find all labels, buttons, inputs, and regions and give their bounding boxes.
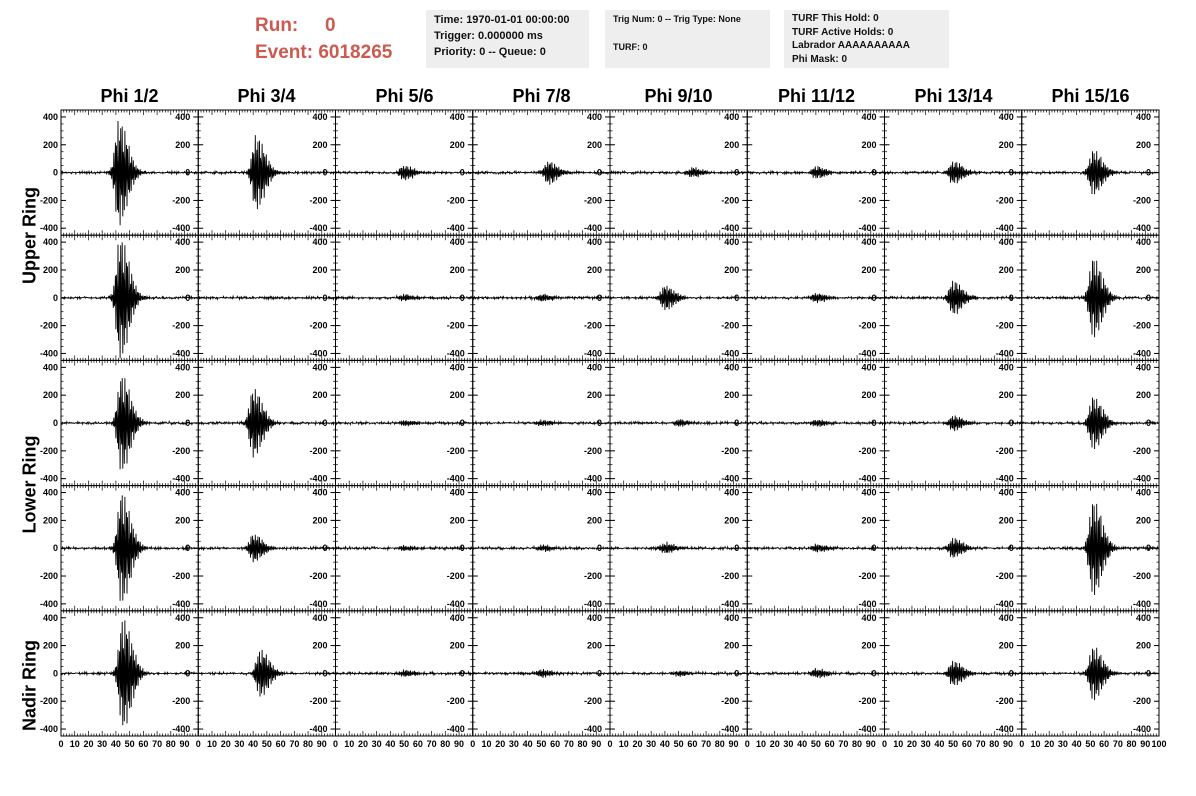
y-tick-label: 0 (185, 543, 190, 553)
y-tick-label: -200 (584, 321, 602, 331)
y-tick-label: -200 (172, 446, 190, 456)
y-tick-label: 200 (175, 140, 190, 150)
y-tick-label: -400 (858, 348, 876, 358)
y-tick-label: 400 (175, 112, 190, 122)
y-tick-label: -400 (447, 474, 465, 484)
y-tick-label: 200 (312, 390, 327, 400)
y-tick-label: 0 (322, 418, 327, 428)
waveform-trace (61, 495, 198, 601)
y-tick-label: -400 (584, 599, 602, 609)
y-tick-label: -200 (996, 195, 1014, 205)
y-tick-label-left: -200 (40, 195, 58, 205)
y-tick-label: 0 (1146, 168, 1151, 178)
y-tick-label: -400 (309, 599, 327, 609)
event-label: Event: (255, 42, 313, 63)
y-tick-label-left: -200 (40, 321, 58, 331)
y-tick-label: -400 (996, 223, 1014, 233)
y-tick-label: -200 (447, 195, 465, 205)
y-tick-label: -400 (172, 223, 190, 233)
ring-label-upper: Upper Ring (20, 126, 41, 346)
y-tick-label-left: -400 (40, 599, 58, 609)
y-tick-label: -200 (447, 321, 465, 331)
waveform-trace (610, 167, 747, 177)
time-line: Time: 1970-01-01 00:00:00 (434, 12, 581, 28)
y-tick-label: 0 (460, 418, 465, 428)
y-tick-label: -400 (721, 348, 739, 358)
y-tick-label: 400 (450, 362, 465, 372)
y-tick-label-left: 200 (43, 265, 58, 275)
y-tick-label: 400 (312, 362, 327, 372)
y-tick-label: 400 (312, 488, 327, 498)
y-tick-label: 200 (1136, 265, 1151, 275)
y-tick-label: -200 (309, 195, 327, 205)
y-tick-label: -400 (309, 474, 327, 484)
ring-label-lower: Lower Ring (20, 375, 41, 595)
col-header-8: Phi 15/16 (1022, 86, 1159, 107)
y-tick-label: 200 (312, 140, 327, 150)
y-tick-label: 200 (1136, 515, 1151, 525)
y-tick-label: 200 (312, 515, 327, 525)
y-tick-label: 0 (1009, 418, 1014, 428)
y-tick-label: 400 (1136, 488, 1151, 498)
col-header-6: Phi 11/12 (748, 86, 885, 107)
waveform-trace (473, 294, 610, 301)
y-tick-label: 0 (1146, 543, 1151, 553)
y-tick-label: 200 (587, 390, 602, 400)
y-tick-label-left: 0 (53, 668, 58, 678)
y-tick-label: -200 (1133, 195, 1151, 205)
y-tick-label: 400 (1136, 362, 1151, 372)
y-tick-label-left: -400 (40, 348, 58, 358)
y-tick-label: -200 (858, 195, 876, 205)
y-tick-label: -400 (447, 599, 465, 609)
y-tick-label: 400 (587, 488, 602, 498)
y-tick-label-left: 400 (43, 613, 58, 623)
y-tick-label: 200 (861, 390, 876, 400)
y-tick-label: 400 (999, 488, 1014, 498)
y-tick-label: 400 (175, 613, 190, 623)
y-tick-label: 400 (175, 237, 190, 247)
y-tick-label: -200 (172, 696, 190, 706)
y-tick-label: -200 (858, 446, 876, 456)
y-tick-label: -200 (172, 571, 190, 581)
y-tick-label-left: -400 (40, 724, 58, 734)
y-tick-label-left: 0 (53, 543, 58, 553)
y-tick-label-left: 400 (43, 112, 58, 122)
y-tick-label: 0 (460, 168, 465, 178)
waveform-trace (1022, 398, 1159, 449)
y-tick-label: -400 (447, 348, 465, 358)
y-tick-label-left: -200 (40, 696, 58, 706)
waveform-trace (610, 419, 747, 426)
turf-active-line: TURF Active Holds: 0 (792, 26, 941, 40)
y-tick-label: 200 (450, 265, 465, 275)
y-tick-label: 0 (185, 168, 190, 178)
y-tick-label: 200 (175, 641, 190, 651)
y-tick-label: 200 (587, 515, 602, 525)
y-tick-label: 200 (861, 265, 876, 275)
y-tick-label: 400 (724, 488, 739, 498)
y-tick-label: 0 (1146, 293, 1151, 303)
y-tick-label: -200 (447, 571, 465, 581)
y-tick-label-left: 200 (43, 390, 58, 400)
waveform-trace (747, 544, 884, 553)
col-header-2: Phi 3/4 (198, 86, 335, 107)
y-tick-label: 0 (322, 168, 327, 178)
waveform-trace (473, 545, 610, 553)
y-tick-label: 0 (597, 543, 602, 553)
y-tick-label: 0 (871, 293, 876, 303)
y-tick-label: -200 (996, 571, 1014, 581)
trig-num-line: Trig Num: 0 -- Trig Type: None (613, 12, 762, 26)
y-tick-label: 400 (450, 488, 465, 498)
y-tick-label: -400 (584, 348, 602, 358)
y-tick-label: 0 (734, 543, 739, 553)
y-tick-label: 200 (999, 140, 1014, 150)
y-tick-label: -200 (996, 446, 1014, 456)
y-tick-label: 400 (861, 112, 876, 122)
y-tick-label: 400 (587, 237, 602, 247)
waveform-trace (747, 293, 884, 303)
y-tick-label: 400 (724, 362, 739, 372)
y-tick-label: 400 (724, 112, 739, 122)
col-header-7: Phi 13/14 (885, 86, 1022, 107)
y-tick-label-left: 400 (43, 488, 58, 498)
y-tick-label: 400 (724, 237, 739, 247)
y-tick-label: 200 (724, 140, 739, 150)
y-tick-label: 0 (871, 418, 876, 428)
run-label: Run: (255, 12, 325, 39)
y-tick-label-left: 0 (53, 418, 58, 428)
y-tick-label: 200 (450, 515, 465, 525)
y-tick-label: -400 (309, 348, 327, 358)
y-tick-label: -200 (584, 446, 602, 456)
y-tick-label: 200 (587, 265, 602, 275)
y-tick-label: 0 (185, 668, 190, 678)
y-tick-label: -200 (721, 446, 739, 456)
y-tick-label-left: 0 (53, 168, 58, 178)
y-tick-label: 200 (175, 265, 190, 275)
y-tick-label: -200 (309, 321, 327, 331)
waveform-trace (610, 542, 747, 553)
waveform-trace (336, 420, 473, 426)
y-tick-label: -200 (172, 321, 190, 331)
trigger-line: Trigger: 0.000000 ms (434, 28, 581, 44)
y-tick-label: 400 (999, 362, 1014, 372)
y-tick-label: 400 (999, 112, 1014, 122)
y-tick-label: -400 (858, 474, 876, 484)
y-tick-label-left: 200 (43, 641, 58, 651)
y-tick-label: 200 (999, 265, 1014, 275)
y-tick-label: -200 (172, 195, 190, 205)
y-tick-label: 0 (734, 418, 739, 428)
waveform-trace (885, 162, 1022, 184)
y-tick-label: 200 (175, 390, 190, 400)
y-tick-label: -400 (172, 724, 190, 734)
waveform-trace (610, 286, 747, 310)
y-tick-label: -200 (1133, 571, 1151, 581)
y-tick-label: 0 (322, 293, 327, 303)
y-tick-label: -400 (447, 223, 465, 233)
y-tick-label: 400 (175, 362, 190, 372)
y-tick-label: -400 (858, 223, 876, 233)
phi-mask-line: Phi Mask: 0 (792, 53, 941, 67)
waveform-trace (473, 162, 610, 185)
y-tick-label: 200 (450, 140, 465, 150)
y-tick-label: 400 (999, 237, 1014, 247)
y-tick-label: 200 (999, 515, 1014, 525)
y-tick-label-left: 200 (43, 515, 58, 525)
y-tick-label: 0 (185, 418, 190, 428)
y-tick-label-left: -200 (40, 446, 58, 456)
y-tick-label: 200 (1136, 390, 1151, 400)
y-tick-label: 200 (724, 390, 739, 400)
y-tick-label: 200 (861, 140, 876, 150)
turf-line: TURF: 0 (613, 40, 762, 54)
y-tick-label: 200 (724, 265, 739, 275)
y-tick-label: -400 (996, 474, 1014, 484)
turf-hold-line: TURF This Hold: 0 (792, 12, 941, 26)
col-header-5: Phi 9/10 (610, 86, 747, 107)
y-tick-label-left: -400 (40, 474, 58, 484)
waveform-trace (336, 294, 473, 301)
y-tick-label: -400 (584, 474, 602, 484)
y-tick-label: -400 (172, 348, 190, 358)
y-tick-label: 200 (724, 515, 739, 525)
y-tick-label: 400 (175, 488, 190, 498)
col-header-4: Phi 7/8 (473, 86, 610, 107)
priority-line: Priority: 0 -- Queue: 0 (434, 44, 581, 60)
y-tick-label: 0 (322, 543, 327, 553)
y-tick-label: -400 (996, 599, 1014, 609)
y-tick-label: -200 (584, 195, 602, 205)
y-tick-label: -200 (1133, 321, 1151, 331)
y-tick-label: 0 (871, 168, 876, 178)
y-tick-label: -400 (721, 223, 739, 233)
y-tick-label: 200 (587, 140, 602, 150)
y-tick-label: 400 (450, 237, 465, 247)
y-tick-label: 0 (460, 293, 465, 303)
y-tick-label: 400 (861, 237, 876, 247)
y-tick-label: 0 (597, 418, 602, 428)
y-tick-label: -400 (172, 474, 190, 484)
y-tick-label: 400 (861, 488, 876, 498)
run-value: 0 (325, 15, 336, 36)
y-tick-label: 0 (1146, 418, 1151, 428)
y-tick-label: -400 (309, 223, 327, 233)
y-tick-label-left: 0 (53, 293, 58, 303)
y-tick-label: 0 (597, 168, 602, 178)
y-tick-label: -400 (721, 474, 739, 484)
waveform-trace (885, 416, 1022, 432)
y-tick-label: -400 (1133, 223, 1151, 233)
y-tick-label: 400 (450, 112, 465, 122)
y-tick-label: 0 (460, 543, 465, 553)
y-tick-label-left: -200 (40, 571, 58, 581)
waveform-trace (473, 420, 610, 426)
y-tick-label: 400 (587, 362, 602, 372)
waveform-trace (885, 281, 1022, 314)
waveform-trace (336, 166, 473, 180)
y-tick-label: 400 (861, 362, 876, 372)
waveform-trace (1022, 151, 1159, 194)
y-tick-label: 400 (312, 237, 327, 247)
y-tick-label: -400 (858, 599, 876, 609)
y-tick-label: -200 (858, 571, 876, 581)
y-tick-label: 0 (1009, 543, 1014, 553)
y-tick-label: 200 (175, 515, 190, 525)
y-tick-label: -400 (1133, 348, 1151, 358)
y-tick-label-left: 400 (43, 362, 58, 372)
event-value: 6018265 (318, 42, 392, 63)
y-tick-label: 200 (999, 390, 1014, 400)
waveform-trace (747, 166, 884, 178)
ring-label-nadir: Nadir Ring (20, 576, 41, 796)
waveform-trace (747, 420, 884, 427)
col-header-1: Phi 1/2 (61, 86, 198, 107)
y-tick-label: 0 (597, 293, 602, 303)
waveform-trace (198, 535, 335, 563)
y-tick-label: -400 (1133, 599, 1151, 609)
y-tick-label: 0 (734, 293, 739, 303)
y-tick-label: -200 (447, 446, 465, 456)
waveform-trace (198, 296, 335, 299)
waveform-trace (885, 538, 1022, 558)
y-tick-label: -400 (721, 599, 739, 609)
y-tick-label: 0 (185, 293, 190, 303)
waveform-trace (336, 545, 473, 551)
y-tick-label: 0 (1009, 293, 1014, 303)
y-tick-label: -200 (1133, 446, 1151, 456)
y-tick-label: -200 (721, 321, 739, 331)
y-tick-label: 0 (1009, 168, 1014, 178)
y-tick-label: -200 (721, 195, 739, 205)
y-tick-label: 200 (1136, 140, 1151, 150)
y-tick-label: -400 (172, 599, 190, 609)
y-tick-label: 400 (587, 112, 602, 122)
waveform-trace (61, 121, 198, 225)
y-tick-label: -400 (584, 223, 602, 233)
y-tick-label: -200 (858, 321, 876, 331)
y-tick-label: 400 (312, 112, 327, 122)
y-tick-label-left: -400 (40, 223, 58, 233)
y-tick-label: -400 (996, 348, 1014, 358)
y-tick-label: -200 (309, 571, 327, 581)
labrador-line: Labrador AAAAAAAAAA (792, 39, 941, 53)
y-tick-label: 200 (450, 390, 465, 400)
y-tick-label: 200 (312, 265, 327, 275)
y-tick-label: -200 (584, 571, 602, 581)
y-tick-label: -200 (721, 571, 739, 581)
waveform-trace (61, 242, 198, 358)
y-tick-label: 0 (734, 168, 739, 178)
y-tick-label-left: 400 (43, 237, 58, 247)
y-tick-label: 0 (871, 543, 876, 553)
y-tick-label: 400 (1136, 237, 1151, 247)
y-tick-label: 200 (861, 515, 876, 525)
y-tick-label: 400 (1136, 112, 1151, 122)
col-header-3: Phi 5/6 (336, 86, 473, 107)
y-tick-label: -200 (996, 321, 1014, 331)
y-tick-label: -400 (1133, 474, 1151, 484)
y-tick-label-left: 200 (43, 140, 58, 150)
y-tick-label: -200 (309, 446, 327, 456)
